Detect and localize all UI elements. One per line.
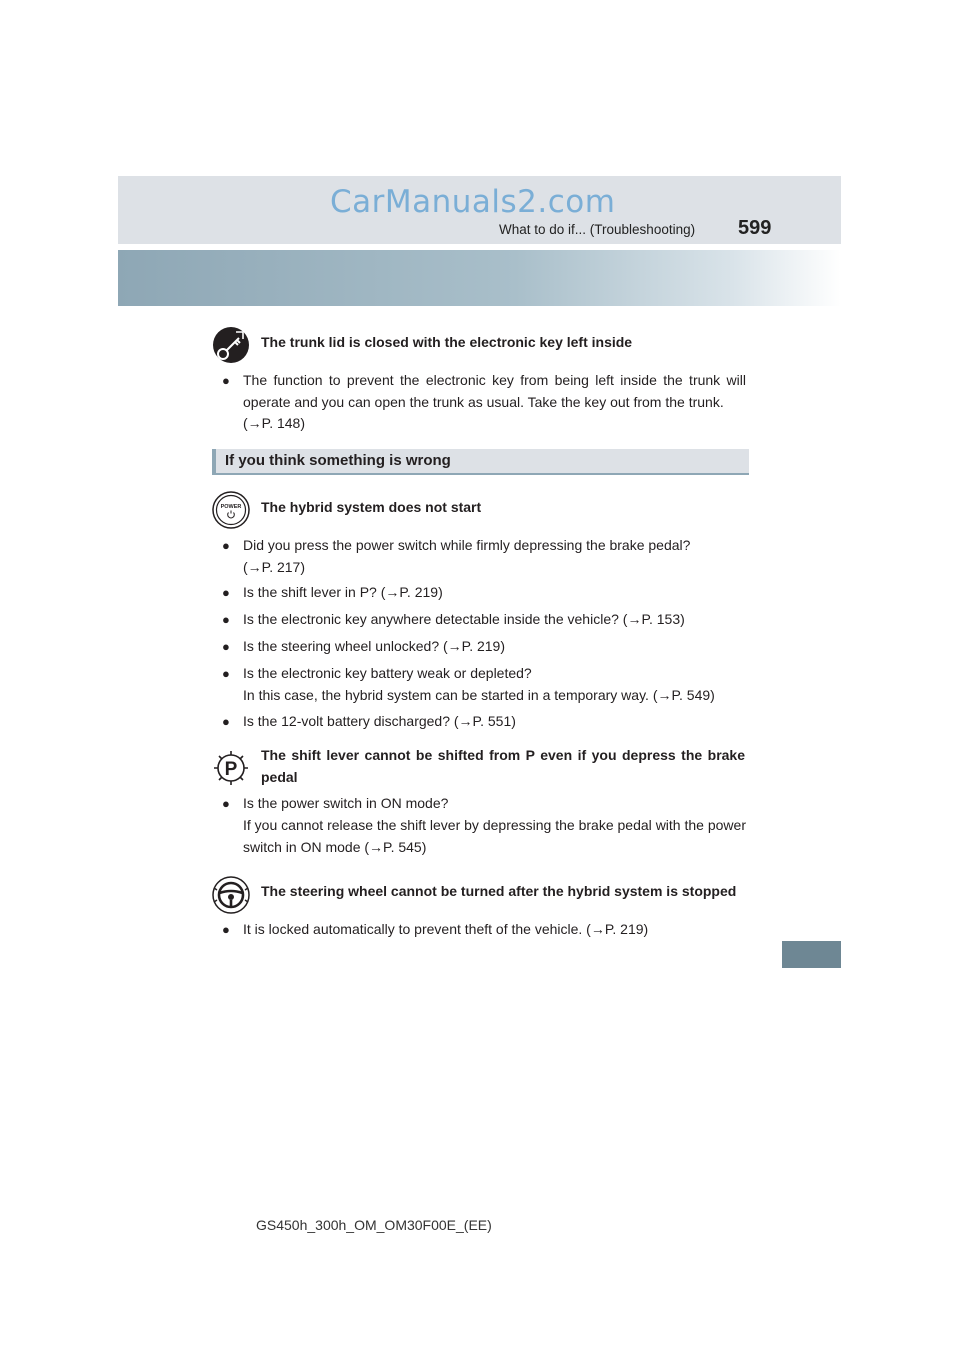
item-title-steering: The steering wheel cannot be turned after the hybrid system is stopped xyxy=(261,883,737,899)
shift-p-gear-icon xyxy=(212,749,250,787)
bullet: ● xyxy=(222,585,230,600)
bullet: ● xyxy=(222,922,230,937)
bullet: ● xyxy=(222,612,230,627)
bullet-text: (→P. 217) xyxy=(243,559,305,575)
section-gradient-band xyxy=(118,250,841,306)
p-label: P xyxy=(224,759,238,780)
bullet-text: Is the electronic key anywhere detectable inside the vehicle? (→P. 153) xyxy=(243,611,685,627)
item-title-hybrid-start: The hybrid system does not start xyxy=(261,499,482,515)
section-title: If you think something is wrong xyxy=(225,452,451,469)
bullet-text: Is the steering wheel unlocked? (→P. 219) xyxy=(243,638,506,654)
bullet-text: (→P. 148) xyxy=(243,415,305,431)
bullet: ● xyxy=(222,538,230,553)
page-number: 599 xyxy=(738,217,772,239)
bullet: ● xyxy=(222,639,230,654)
bullet: ● xyxy=(222,666,230,681)
bullet-text: Is the electronic key battery weak or depleted? xyxy=(243,665,532,681)
chapter-title: What to do if... (Troubleshooting) xyxy=(499,222,696,237)
bullet-text: If you cannot release the shift lever by depressing the brake pedal with the power switch in ON mode (→P. 545) xyxy=(243,817,746,855)
item-title-trunk: The trunk lid is closed with the electronic key left inside xyxy=(261,334,633,350)
bullet-text: The function to prevent the electronic key from being left inside the trunk will operate and you can open the trunk as usual. Take the key out from the trunk. xyxy=(243,372,746,410)
section-header xyxy=(212,449,749,475)
document-footer-code: GS450h_300h_OM_OM30F00E_(EE) xyxy=(256,1217,492,1233)
bullet: ● xyxy=(222,796,230,811)
item-title-shift-lever: The shift lever cannot be shifted from P even if you depress the brake pedal xyxy=(261,747,745,785)
power-label: POWER xyxy=(220,504,242,510)
bullet: ● xyxy=(222,373,230,388)
bullet-text: In this case, the hybrid system can be started in a temporary way. (→P. 549) xyxy=(243,687,715,703)
bullet: ● xyxy=(222,714,230,729)
power-switch-icon xyxy=(212,491,250,529)
bullet-text: Is the shift lever in P? (→P. 219) xyxy=(243,584,443,600)
bullet-text: It is locked automatically to prevent theft of the vehicle. (→P. 219) xyxy=(243,921,649,937)
watermark-logo: CarManuals2.com xyxy=(330,184,616,220)
chapter-side-tab xyxy=(782,941,841,968)
bullet-text: Is the 12-volt battery discharged? (→P. 551) xyxy=(243,713,516,729)
bullet-text: Is the power switch in ON mode? xyxy=(243,795,449,811)
steering-lock-icon xyxy=(212,876,250,914)
key-trunk-icon xyxy=(212,326,250,364)
bullet-text: Did you press the power switch while firmly depressing the brake pedal? xyxy=(243,537,691,553)
